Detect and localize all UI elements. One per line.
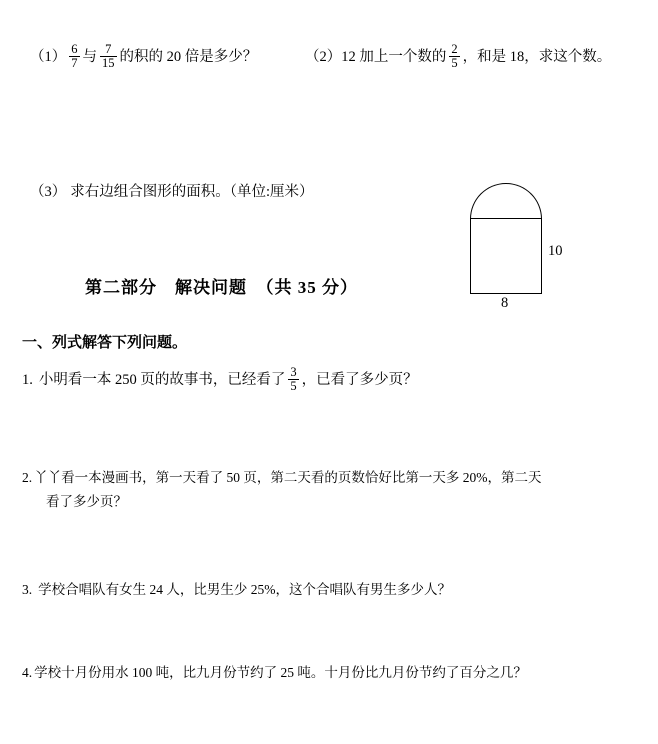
problem-3-number: 3. [22, 582, 33, 597]
figure-width-label: 8 [501, 295, 509, 311]
part-title: 第二部分 解决问题 （共 35 分） [85, 278, 358, 297]
fraction-denominator: 5 [290, 379, 297, 394]
fraction-numerator: 7 [105, 42, 112, 56]
question-1-fraction-1 [69, 43, 79, 70]
question-1-text: 的积的 20 倍是多少？ [119, 48, 258, 65]
figure-height-label: 10 [548, 243, 563, 259]
fraction-numerator: 6 [71, 42, 78, 56]
section-heading: 一、列式解答下列问题。 [22, 335, 188, 351]
problem-2 [22, 468, 542, 488]
problem-1-head: 小明看一本 250 页的故事书，已经看了 [38, 371, 286, 388]
problem-4-text: 学校十月份用水 100 吨，比九月份节约了 25 吨。十月份比九月份节约了百分之几？ [34, 665, 527, 680]
problem-1-fraction [288, 366, 298, 393]
fraction-denominator: 15 [102, 56, 115, 71]
fraction-denominator: 5 [451, 56, 458, 71]
question-1-label: （1） [30, 48, 67, 65]
question-3 [30, 182, 314, 204]
problem-1-tail: ，已看了多少页？ [301, 371, 418, 388]
question-3-label: （3） [30, 184, 67, 200]
fraction-denominator: 7 [71, 56, 78, 71]
problem-2-continued [46, 492, 127, 512]
question-2-tail: ，和是 18，求这个数。 [462, 48, 612, 65]
question-1-fraction-2 [100, 43, 117, 70]
question-2-fraction [449, 43, 459, 70]
problem-4 [22, 663, 527, 683]
question-2-label: （2） [305, 48, 342, 65]
question-2-head: 12 加上一个数的 [341, 48, 447, 65]
problem-4-number: 4. [22, 665, 33, 680]
problem-3-text: 学校合唱队有女生 24 人，比男生少 25%，这个合唱队有男生多少人？ [38, 582, 451, 597]
question-1-connector: 与 [82, 48, 97, 65]
rectangle-body [470, 218, 542, 294]
composite-figure [470, 183, 590, 311]
question-1 [30, 44, 257, 71]
question-3-text: 求右边组合图形的面积。（单位:厘米） [70, 184, 314, 200]
fraction-numerator: 2 [451, 42, 458, 56]
problem-1 [22, 367, 418, 394]
problem-3 [22, 580, 451, 600]
problem-2-line-2: 看了多少页？ [46, 494, 127, 509]
problem-2-number: 2. [22, 470, 33, 485]
problem-1-number: 1. [22, 371, 33, 388]
semicircle-cap [470, 183, 542, 219]
problem-2-line-1: 丫丫看一本漫画书，第一天看了 50 页，第二天看的页数恰好比第一天多 20%，第二天 [34, 470, 542, 485]
fraction-numerator: 3 [290, 365, 297, 379]
question-2 [305, 44, 611, 71]
